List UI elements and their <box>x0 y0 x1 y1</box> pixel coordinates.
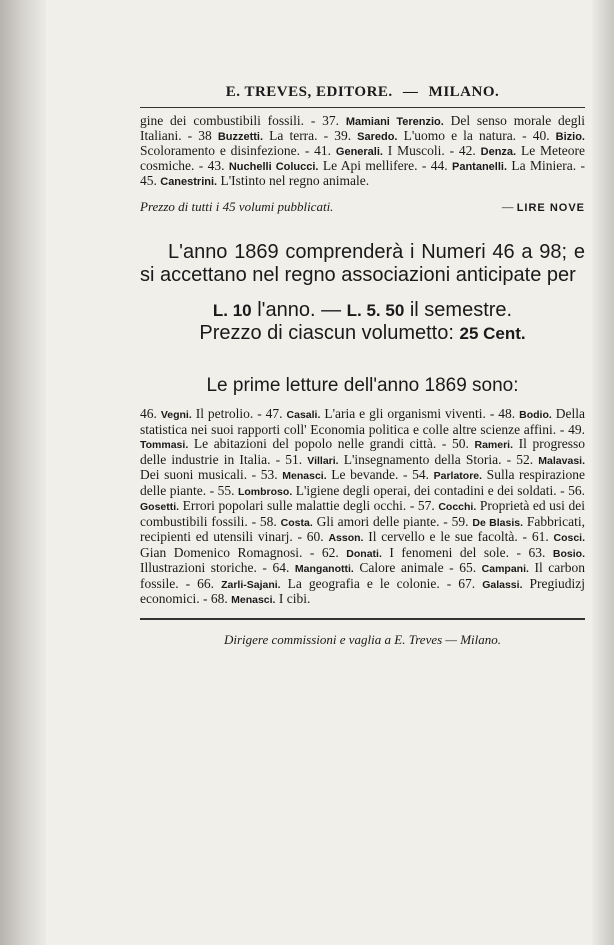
author-name: Rameri. <box>474 439 514 451</box>
author-name: Generali. <box>335 146 383 158</box>
readings-section-title: Le prime letture dell'anno 1869 sono: <box>206 375 519 396</box>
entry-text: Il progresso delle industrie in Italia. - 51. <box>140 436 585 467</box>
author-name: Gosetti. <box>140 501 180 513</box>
running-header <box>140 84 585 101</box>
author-name: Denza. <box>480 146 517 158</box>
header-separator: — <box>402 84 419 100</box>
author-name: Tommasi. <box>140 439 189 451</box>
entry-text: L'insegnamento della Storia. - 52. <box>338 451 539 467</box>
subscription-prices <box>140 299 585 322</box>
author-name: Cocchi. <box>438 501 477 513</box>
page-right-edge <box>592 0 614 945</box>
entry-text: Le Api mellifere. - 44. <box>318 158 452 173</box>
author-name: Campani. <box>481 563 529 575</box>
author-name: De Blasis. <box>472 516 524 529</box>
author-name: Vegni. <box>160 409 192 421</box>
catalogue-page <box>140 70 585 648</box>
publisher-name: E. TREVES, EDITORE. <box>225 84 393 100</box>
entry-text: Errori popolari sulle malattie degli occhi. - 57. <box>179 498 439 513</box>
entry-text: I Muscoli. - 42. <box>382 143 481 158</box>
entry-text: Illustrazioni storiche. - 64. <box>140 560 295 575</box>
year-price: L. 10 <box>212 301 252 320</box>
entry-text: Calore animale - 65. <box>353 560 482 575</box>
entry-text: Proprietà ed usi dei combustibili fossili. - 58. <box>140 498 585 529</box>
entry-text: I cibi. <box>275 591 311 606</box>
single-issue-price <box>140 322 585 345</box>
author-name: Pantanelli. <box>451 161 508 173</box>
entry-text: gine dei combustibili fossili. - 37. <box>140 113 346 128</box>
author-name: Menasci. <box>231 594 276 606</box>
author-name: Parlatore. <box>433 470 483 482</box>
footer-instructions: Dirigere commissioni e vaglia a E. Treves — Milano. <box>223 631 502 647</box>
author-name: Saredo. <box>357 131 398 143</box>
publisher-city: MILANO. <box>428 84 500 100</box>
price-note-amount: LIRE NOVE <box>516 202 585 214</box>
entry-text: L'aria e gli organismi viventi. - 48. <box>320 406 520 421</box>
entry-text: Della statistica nei suoi rapporti coll' Economia politica e colle altre scienze affini. - 49. <box>140 406 585 437</box>
entry-text: Fabbricati, recipienti ed utensili vinarj. - 60. <box>140 513 585 544</box>
entry-text: La terra. - 39. <box>263 128 358 143</box>
entry-text: Dei suoni musicali. - 53. <box>140 467 283 482</box>
entry-text: Pregiudizj economici. - 68. <box>140 575 585 606</box>
entry-text: Del senso morale degli Italiani. - 38 <box>140 113 585 143</box>
single-price-amount: 25 Cent. <box>459 324 526 343</box>
readings-list <box>140 407 585 608</box>
entry-text: Le Meteore cosmiche. - 43. <box>140 143 585 173</box>
author-name: Bosio. <box>552 547 585 560</box>
semester-label: il semestre. <box>409 299 513 321</box>
price-dash: — <box>321 299 342 321</box>
author-name: Cosci. <box>553 532 585 544</box>
author-name: Zarli-Sajani. <box>221 578 281 591</box>
author-name: Casali. <box>286 409 321 421</box>
author-name: Costa. <box>280 516 313 529</box>
entry-text: La Miniera. - 45. <box>140 158 585 188</box>
entry-text: Il cervello e le sue facoltà. - 61. <box>363 529 554 544</box>
author-name: Bizio. <box>555 131 585 143</box>
entry-text: Sulla respirazione delle piante. - 55. <box>140 467 586 498</box>
author-name: Asson. <box>328 532 364 544</box>
entry-text: Il carbon fossile. - 66. <box>140 560 585 591</box>
page-binding-shadow <box>0 0 46 945</box>
entry-text: L'uomo e la natura. - 40. <box>397 128 556 143</box>
footer-rule <box>140 618 585 620</box>
header-rule <box>140 107 585 108</box>
author-name: Villari. <box>307 454 339 467</box>
author-name: Donati. <box>346 547 382 560</box>
entry-text: La geografia e le colonie. - 67. <box>280 575 483 591</box>
announcement-paragraph: L'anno 1869 comprenderà i Numeri 46 a 98; e si accettano nel regno associazioni anticipate per <box>140 241 585 286</box>
semester-price: L. 5. 50 <box>346 301 405 320</box>
author-name: Lombroso. <box>237 485 293 498</box>
author-name: Galassi. <box>482 578 523 591</box>
entry-text: L'Istinto nel regno animale. <box>217 173 370 188</box>
entry-text: 46. <box>140 406 161 421</box>
author-name: Canestrini. <box>160 176 218 188</box>
entry-text: Scoloramento e disinfezione. - 41. <box>140 143 336 158</box>
previous-volumes-list <box>140 114 585 189</box>
author-name: Mamiani Terenzio. <box>345 116 444 128</box>
entry-text: I fenomeni del sole. - 63. <box>381 544 553 560</box>
entry-text: Il petrolio. - 47. <box>191 406 287 421</box>
author-name: Bodio. <box>519 409 552 421</box>
price-note-dash: — <box>501 199 514 214</box>
entry-text: Gli amori delle piante. - 59. <box>312 513 473 529</box>
author-name: Manganotti. <box>294 563 354 575</box>
year-label: l'anno. <box>257 299 316 321</box>
author-name: Malavasi. <box>538 454 585 467</box>
single-price-label: Prezzo di ciascun volumetto: <box>199 322 454 344</box>
entry-text: L'igiene degli operai, dei contadini e dei soldati. - 56. <box>292 482 585 498</box>
entry-text: Le abitazioni del popolo nelle grandi città. - 50. <box>188 436 475 451</box>
entry-text: Le bevande. - 54. <box>326 467 434 482</box>
author-name: Buzzetti. <box>217 131 264 143</box>
total-price-note <box>140 199 585 215</box>
author-name: Menasci. <box>282 470 327 482</box>
entry-text: Gian Domenico Romagnosi. - 62. <box>140 544 347 560</box>
price-note-text: Prezzo di tutti i 45 volumi pubblicati. <box>140 199 334 214</box>
author-name: Nuchelli Colucci. <box>228 161 319 173</box>
